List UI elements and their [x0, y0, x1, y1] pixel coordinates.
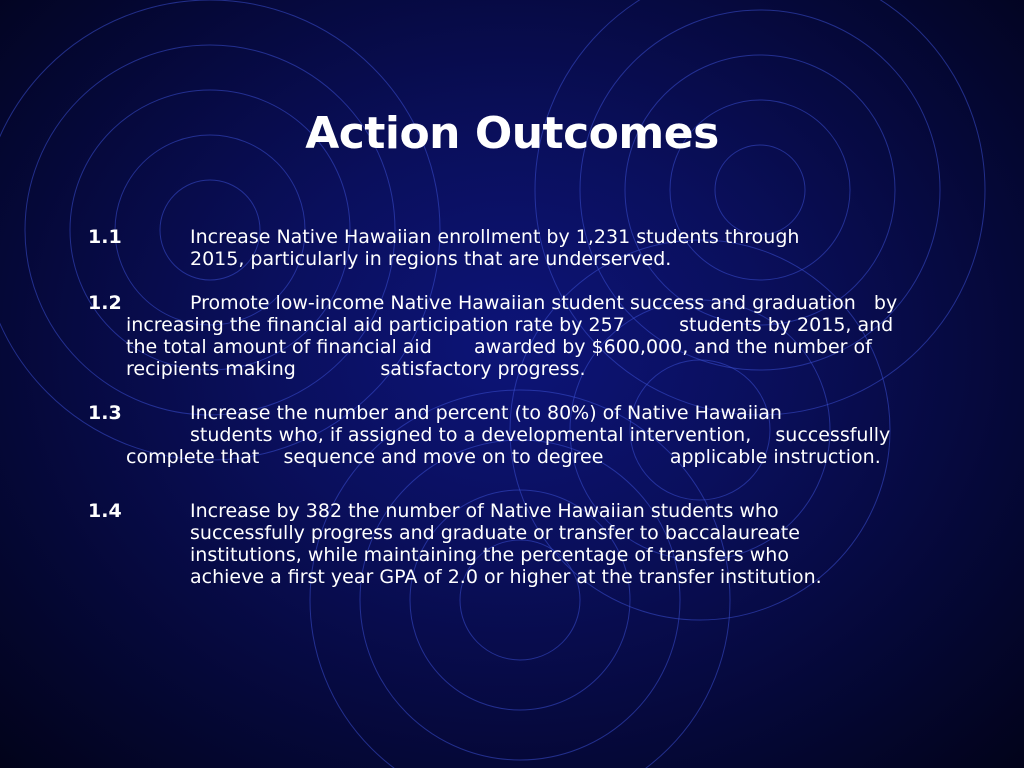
outcome-line: Increase Native Hawaiian enrollment by 1,231 students through	[190, 226, 800, 248]
outcome-line: Increase by 382 the number of Native Hawaiian students who	[190, 500, 779, 522]
outcome-line: Increase the number and percent (to 80%) of Native Hawaiian	[190, 402, 782, 424]
outcome-line: successfully progress and graduate or transfer to baccalaureate	[190, 522, 800, 544]
outcome-line: complete that sequence and move on to degree applicable instruction.	[126, 446, 881, 468]
outcome-number: 1.2	[88, 292, 122, 314]
outcome-number: 1.3	[88, 402, 122, 424]
outcome-line: institutions, while maintaining the percentage of transfers who	[190, 544, 789, 566]
outcome-line: Promote low-income Native Hawaiian student success and graduation by	[190, 292, 898, 314]
outcome-line: 2015, particularly in regions that are underserved.	[190, 248, 672, 270]
outcome-line: achieve a first year GPA of 2.0 or higher at the transfer institution.	[190, 566, 822, 588]
slide-title: Action Outcomes	[305, 108, 719, 159]
outcome-line: increasing the financial aid participation rate by 257 students by 2015, and	[126, 314, 894, 336]
outcome-line: students who, if assigned to a developmental intervention, successfully	[190, 424, 891, 446]
outcome-line: recipients making satisfactory progress.	[126, 358, 586, 380]
outcome-line: the total amount of financial aid awarded by $600,000, and the number of	[126, 336, 872, 358]
outcome-number: 1.1	[88, 226, 122, 248]
outcome-number: 1.4	[88, 500, 122, 522]
